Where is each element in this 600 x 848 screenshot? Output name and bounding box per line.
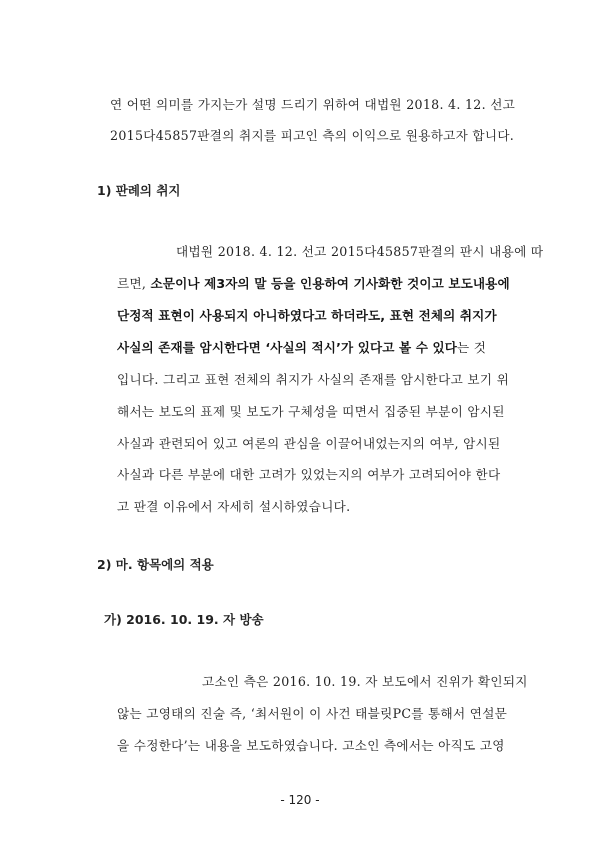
section-2-subheading: 가) 2016. 10. 19. 자 방송 — [104, 612, 264, 627]
bold-quote-text: 소문이나 제3자의 말 등을 인용하여 기사화한 것이고 보도내용에 — [150, 276, 510, 291]
section-1-line-7: 사실과 관련되어 있고 여론의 관심을 이끌어내었는지의 여부, 암시된 — [117, 436, 501, 451]
section-1-line-5: 입니다. 그리고 표현 전체의 취지가 사실의 존재를 암시한다고 보기 위 — [117, 372, 510, 387]
plain-text: 르면, — [117, 276, 151, 291]
section-2-line-3: 을 수정한다’는 내용을 보도하였습니다. 고소인 측에서는 아직도 고영 — [117, 738, 505, 753]
bold-quote-text: 단정적 표현이 사용되지 아니하였다고 하더라도, 표현 전체의 취지가 — [117, 308, 497, 323]
section-1-line-2 — [117, 276, 510, 292]
intro-line-2: 2015다45857판결의 취지를 피고인 측의 이익으로 원용하고자 합니다. — [110, 128, 515, 143]
section-1-line-6: 해서는 보도의 표제 및 보도가 구체성을 띠면서 집중된 부분이 암시된 — [117, 404, 505, 419]
section-2-heading: 2) 마. 항목에의 적용 — [97, 557, 214, 572]
section-1-line-1: 대법원 2018. 4. 12. 선고 2015다45857판결의 판시 내용에 따 — [176, 244, 544, 259]
page-number: - 120 - — [280, 793, 320, 807]
section-1-line-3 — [117, 308, 497, 324]
section-1-line-9: 고 판결 이유에서 자세히 설시하였습니다. — [117, 499, 351, 514]
section-1-line-4 — [117, 340, 486, 356]
section-1-heading: 1) 판례의 취지 — [97, 183, 181, 198]
section-1-line-8: 사실과 다른 부분에 대한 고려가 있었는지의 여부가 고려되어야 한다 — [117, 467, 501, 482]
section-2-line-2: 않는 고영태의 진술 즉, ‘최서원이 이 사건 태블릿PC를 통해서 연설문 — [117, 706, 508, 721]
section-2-line-1: 고소인 측은 2016. 10. 19. 자 보도에서 진위가 확인되지 — [202, 674, 528, 689]
plain-text: 는 것 — [457, 340, 487, 355]
intro-line-1: 연 어떤 의미를 가지는가 설명 드리기 위하여 대법원 2018. 4. 12. 선고 — [110, 97, 516, 112]
bold-quote-text: 사실의 존재를 암시한다면 ‘사실의 적시’가 있다고 볼 수 있다 — [117, 340, 458, 355]
